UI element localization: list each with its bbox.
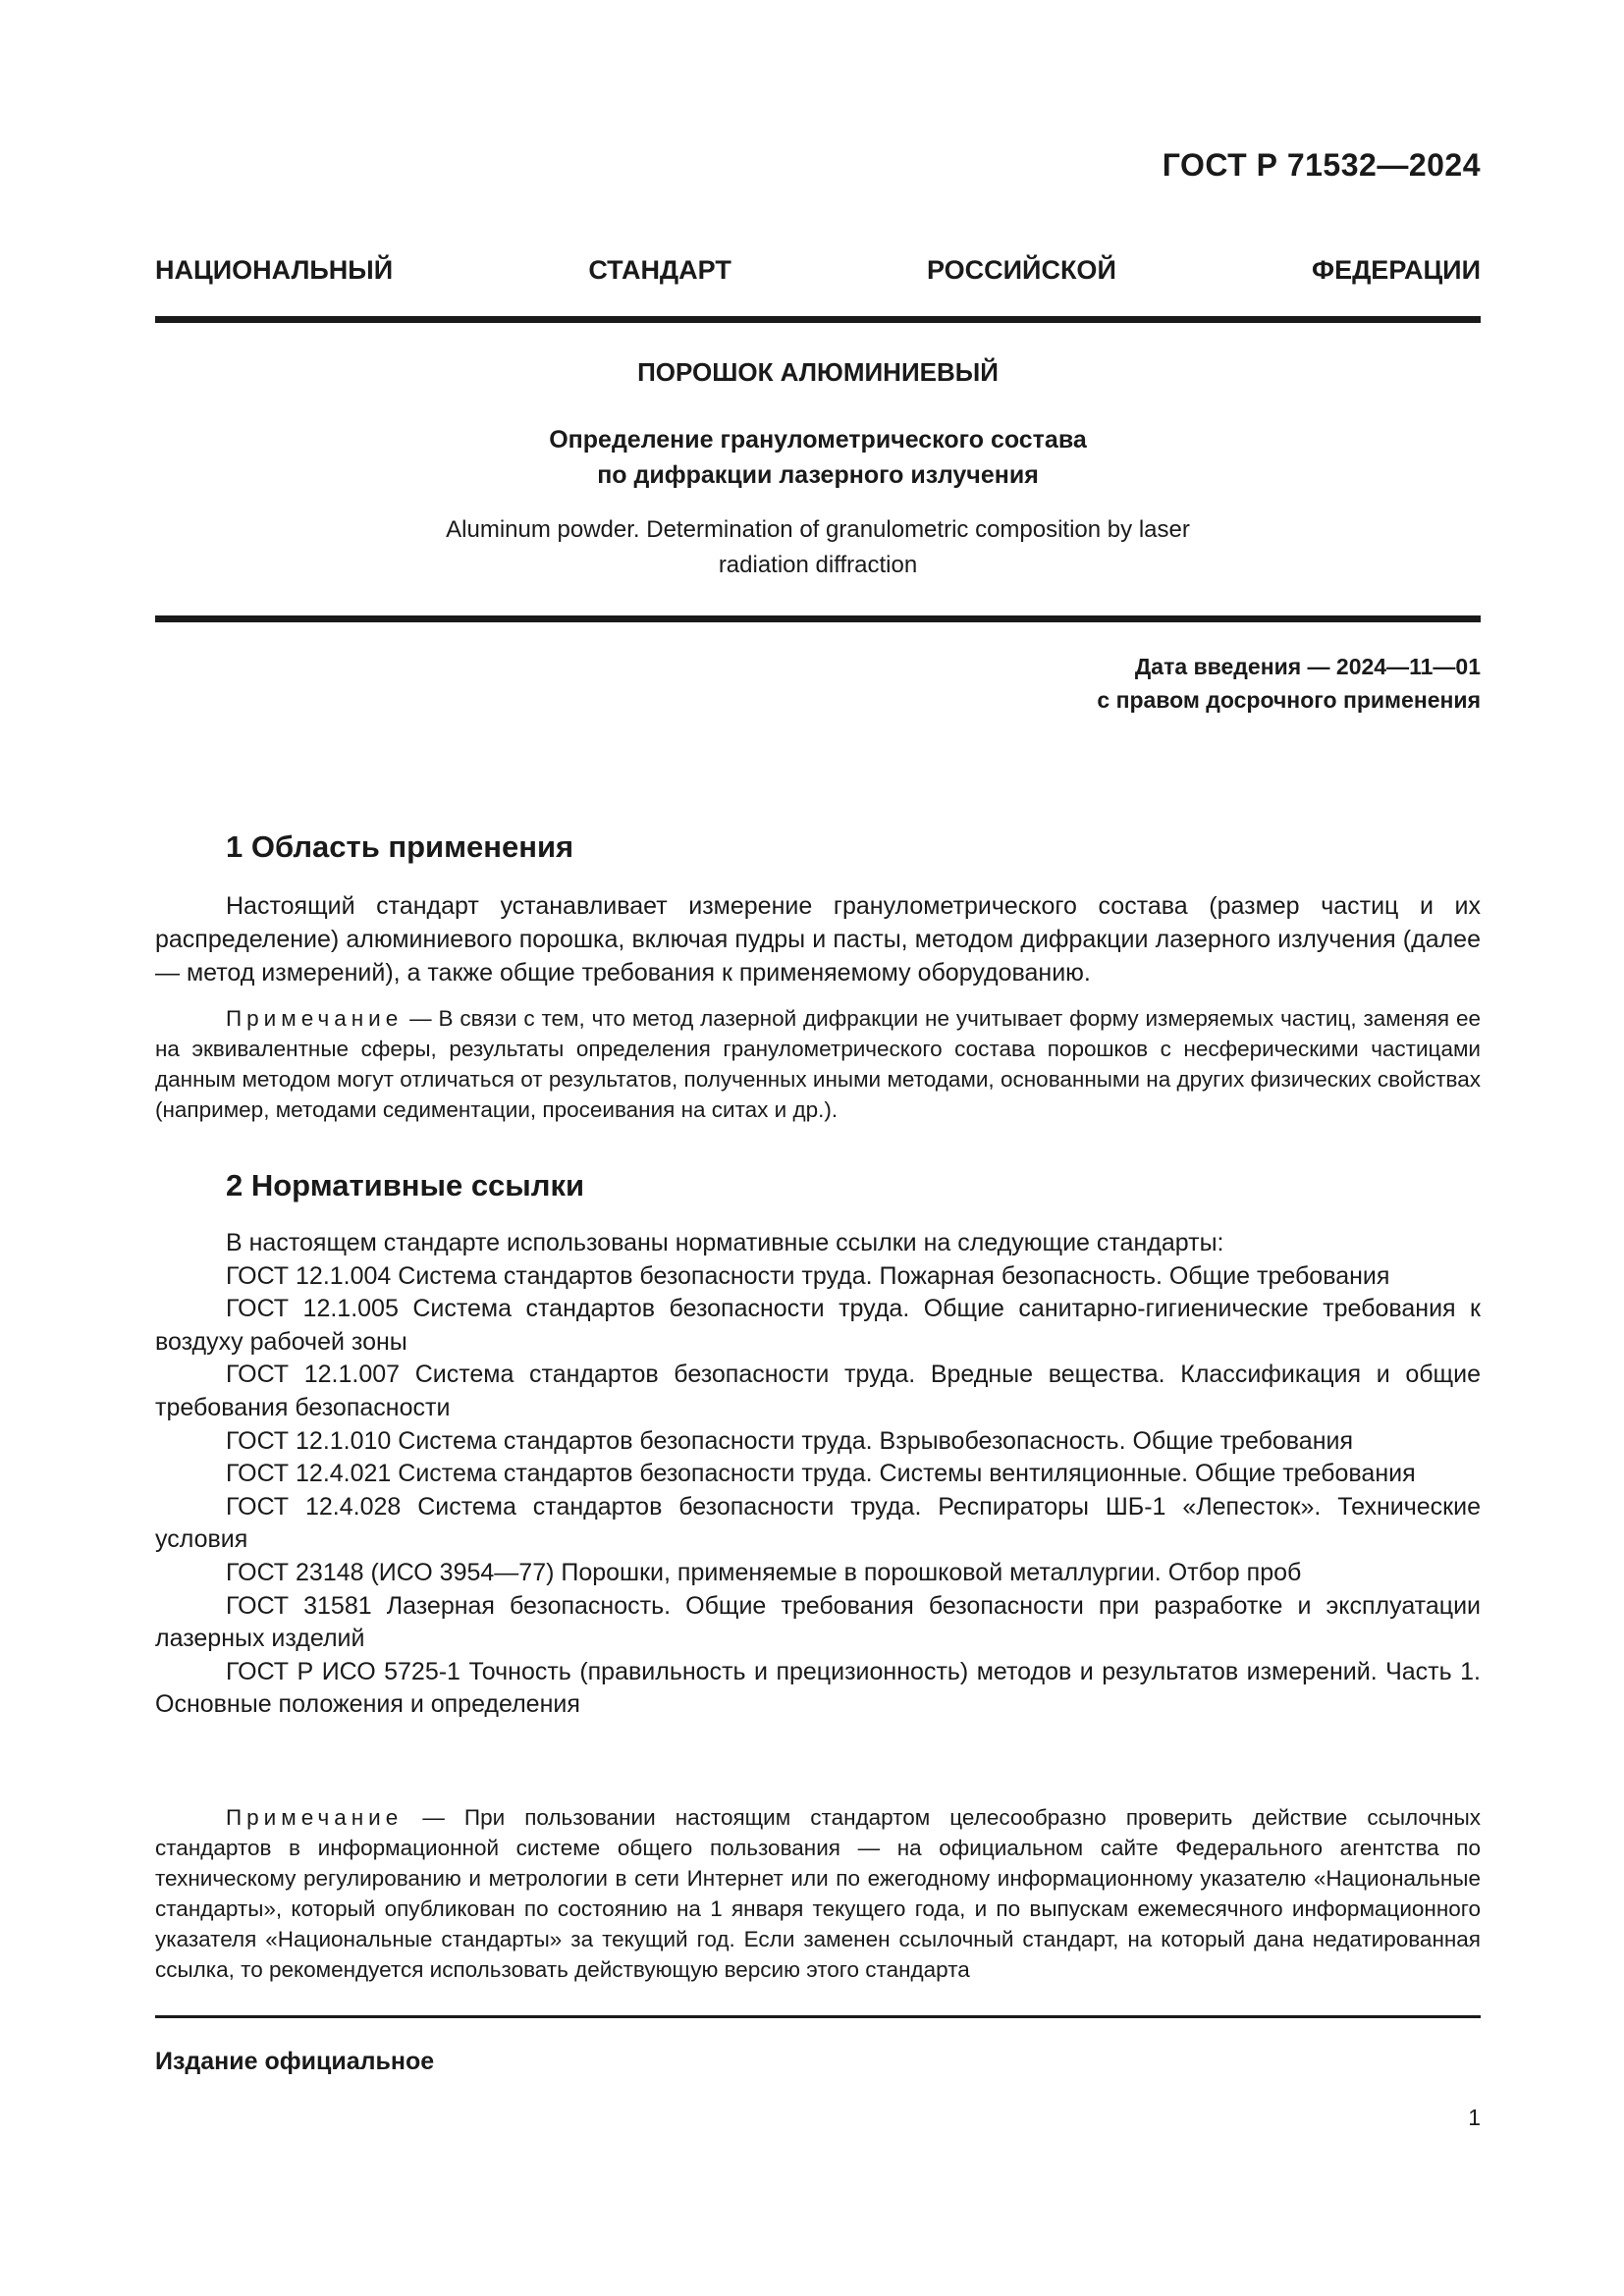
reference-item: ГОСТ 12.1.005 Система стандартов безопасности труда. Общие санитарно-гигиенические требования к воздуху рабочей зоны (155, 1295, 1481, 1356)
note-text: — При пользовании настоящим стандартом целесообразно проверить действие ссылочных стандартов в информационной системе общего пользования — на официальном сайте Федерального агентства по техническому регулированию и метрологии в сети Интернет или по ежегодному информационному указателю «Национальные стандарты», который опубликован по состоянию на 1 января текущего года, и по выпускам ежемесячного информационного указателя «Национальные стандарты» за текущий год. Если заменен ссылочный стандарт, на который дана недатированная ссылка, то рекомендуется использовать действующую версию этого стандарта (155, 1805, 1481, 1982)
english-title-line-1: Aluminum powder. Determination of granulometric composition by laser (446, 516, 1190, 543)
section-1-note (155, 1003, 1481, 1125)
note-label: Примечание (226, 1805, 404, 1830)
introduction-date (1097, 650, 1481, 717)
reference-item: ГОСТ 12.4.021 Система стандартов безопасности труда. Системы вентиляционные. Общие требования (226, 1460, 1416, 1488)
document-subtitle (155, 422, 1481, 493)
title-divider (155, 615, 1481, 622)
subtitle-line-2: по дифракции лазерного излучения (597, 461, 1039, 489)
section-1-text (155, 889, 1481, 989)
document-title: ПОРОШОК АЛЮМИНИЕВЫЙ (637, 357, 999, 387)
section-2-heading: 2 Нормативные ссылки (226, 1168, 585, 1202)
date-line-2: с правом досрочного применения (1097, 687, 1481, 713)
page-number: 1 (1468, 2105, 1481, 2130)
normative-references (155, 1227, 1481, 1722)
note-text: — В связи с тем, что метод лазерной дифракции не учитывает форму измеряемых частиц, заменяя ее на эквивалентные сферы, результаты определения гранулометрического состава порошков с несферическими частицами данным методом могут отличаться от результатов, полученных иными методами, основанными на других физических свойствах (например, методами седиментации, просеивания на ситах и др.). (155, 1006, 1481, 1122)
references-intro: В настоящем стандарте использованы нормативные ссылки на следующие стандарты: (226, 1229, 1224, 1256)
header-divider (155, 316, 1481, 323)
note-label: Примечание (226, 1006, 404, 1031)
reference-item: ГОСТ 12.1.004 Система стандартов безопасности труда. Пожарная безопасность. Общие требования (226, 1261, 1390, 1290)
section-1-heading: 1 Область применения (226, 829, 574, 864)
national-standard-banner: НАЦИОНАЛЬНЫЙ СТАНДАРТ РОССИЙСКОЙ ФЕДЕРАЦИИ (155, 255, 1481, 285)
footer-divider (155, 2015, 1481, 2018)
reference-item: ГОСТ Р ИСО 5725-1 Точность (правильность и прецизионность) методов и результатов измерений. Часть 1. Основные положения и определения (155, 1657, 1481, 1719)
reference-item: ГОСТ 12.1.007 Система стандартов безопасности труда. Вредные вещества. Классификация и общие требования безопасности (155, 1361, 1481, 1421)
official-edition-label: Издание официальное (155, 2048, 435, 2075)
english-title-line-2: radiation diffraction (718, 552, 918, 578)
reference-item: ГОСТ 23148 (ИСО 3954—77) Порошки, применяемые в порошковой металлургии. Отбор проб (226, 1558, 1302, 1586)
english-title (155, 512, 1481, 583)
document-code: ГОСТ Р 71532—2024 (1162, 147, 1481, 183)
section-2-note (155, 1802, 1481, 1985)
date-line-1: Дата введения — 2024—11—01 (1134, 654, 1481, 679)
reference-item: ГОСТ 12.4.028 Система стандартов безопасности труда. Респираторы ШБ-1 «Лепесток». Технические условия (155, 1492, 1481, 1554)
subtitle-line-1: Определение гранулометрического состава (549, 426, 1087, 454)
reference-item: ГОСТ 12.1.010 Система стандартов безопасности труда. Взрывобезопасность. Общие требования (226, 1426, 1354, 1455)
reference-item: ГОСТ 31581 Лазерная безопасность. Общие требования безопасности при разработке и эксплуатации лазерных изделий (155, 1591, 1481, 1653)
section-1-paragraph: Настоящий стандарт устанавливает измерение гранулометрического состава (размер частиц и их распределение) алюминиевого порошка, включая пудры и пасты, методом дифракции лазерного излучения (далее — метод измерений), а также общие требования к применяемому оборудованию. (155, 892, 1481, 987)
